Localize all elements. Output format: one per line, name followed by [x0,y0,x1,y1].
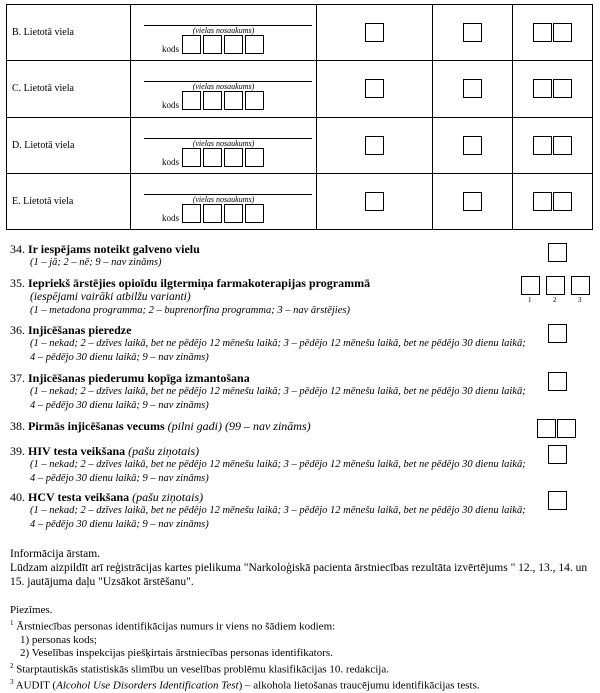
answer-box[interactable] [548,445,567,464]
answer-cell [317,5,433,61]
answer-37[interactable] [548,372,567,391]
answer-box[interactable] [463,136,482,155]
substance-name-cell [131,61,317,117]
answer-cell [433,5,513,61]
substance-name-cell [131,173,317,229]
answer-box[interactable] [553,23,572,42]
question-38-suffix: (pilni gadi) (99 – nav zināms) [167,419,311,433]
question-39-note: (1 – nekad; 2 – dzīves laikā, bet ne pēdējo 12 mēnešu laikā; 3 – pēdējo 12 mēnešu laikā, bet ne pēdējo 30 dienu laikā; 4 – pēdējo 30 dienu laikā; 9 – nav zināms) [30,459,526,484]
kods-box[interactable] [182,35,201,54]
question-39-title: HIV testa veikšana [28,444,126,458]
notes [10,604,590,693]
kods-box[interactable] [245,35,264,54]
substance-label: B. Lietotā viela [7,5,131,61]
kods-box[interactable] [182,148,201,167]
question-35-title: Iepriekš ārstējies opioīdu ilgtermiņa farmakoterapijas programmā [28,276,371,290]
substance-name-hint: (vielas nosaukums) [192,138,255,148]
question-36: 36. Injicēšanas pieredze (1 – nekad; 2 – dzīves laikā, bet ne pēdējo 12 mēnešu laikā; 3 – pēdējo 12 mēnešu laikā, bet ne pēdējo 30 dienu laikā; 4 – pēdējo 30 dienu laikā; 9 – nav zināms) [10,323,530,365]
answer-cell [513,61,593,117]
answer-box[interactable] [365,136,384,155]
answer-38 [537,419,576,438]
doctor-info-text: Lūdzam aizpildīt arī reģistrācijas kartes pielikuma "Narkoloģiskā pacienta ārstniecības rezultāta izvērtējums " 12., 13., 14. un 15. jautājuma daļu "Uzsākot ārstēšanu". [10,562,588,588]
substance-label: E. Lietotā viela [7,173,131,229]
answer-box-2[interactable] [557,419,576,438]
answer-box[interactable] [533,23,552,42]
doctor-info-heading: Informācija ārstam. [10,548,101,560]
substance-row [7,117,593,173]
substance-name-cell [131,117,317,173]
answer-box[interactable] [533,136,552,155]
kods-box[interactable] [245,148,264,167]
kods-group [162,35,266,54]
note-item-2: $^2$ Starptautiskās statistiskās slimību un veselības problēmu klasifikācijas 10. redakcija. [10,661,389,676]
answer-box[interactable] [365,79,384,98]
answer-box[interactable] [533,79,552,98]
substance-name-hint: (vielas nosaukums) [192,194,255,204]
kods-box[interactable] [203,35,222,54]
answer-box[interactable] [548,372,567,391]
question-34-note: (1 – jā; 2 – nē; 9 – nav zināms) [30,257,162,268]
answer-39[interactable] [548,445,567,464]
kods-box[interactable] [203,204,222,223]
question-35-subtitle: (iespējami vairāki atbilžu varianti) [30,291,191,303]
answer-box[interactable] [365,23,384,42]
answer-36[interactable] [548,324,567,343]
kods-box[interactable] [245,91,264,110]
substance-row [7,5,593,61]
question-39: 39. HIV testa veikšana (pašu ziņotais) (1 – nekad; 2 – dzīves laikā, bet ne pēdējo 12 mēnešu laikā; 3 – pēdējo 12 mēnešu laikā, bet ne pēdējo 30 dienu laikā; 4 – pēdējo 30 dienu laikā; 9 – nav zināms) [10,444,530,486]
note-item-1: $^1$ Ārstniecības personas identifikācijas numurs ir viens no šādiem kodiem: [10,619,336,633]
kods-box[interactable] [224,35,243,54]
answer-34[interactable] [548,243,567,262]
kods-label: kods [162,100,180,111]
kods-box[interactable] [224,204,243,223]
answer-box[interactable] [553,192,572,211]
question-37-note: (1 – nekad; 2 – dzīves laikā, bet ne pēdējo 12 mēnešu laikā; 3 – pēdējo 12 mēnešu laikā, bet ne pēdējo 30 dienu laikā; 4 – pēdējo 30 dienu laikā; 9 – nav zināms) [30,386,526,411]
answer-box[interactable] [548,324,567,343]
option-number-3: 3 [578,296,582,304]
kods-box[interactable] [245,204,264,223]
answer-box-1[interactable] [537,419,556,438]
option-number-1: 1 [528,296,532,304]
substance-table [6,4,593,230]
substance-name-hint: (vielas nosaukums) [192,26,255,35]
answer-35 [521,276,590,295]
substance-label: D. Lietotā viela [7,117,131,173]
answer-box[interactable] [463,23,482,42]
substance-row [7,61,593,117]
kods-label: kods [162,212,180,223]
question-39-suffix: (pašu ziņotais) [128,444,200,458]
note-item-3: $^3$ AUDIT (Alcohol Use Disorders Identification Test) – alkohola lietošanas traucējumu identifikācijas tests. [10,678,480,692]
question-36-title: Injicēšanas pieredze [28,323,132,337]
substance-name-hint: (vielas nosaukums) [192,82,255,92]
note-item-1b: 2) Veselības inspekcijas piešķirtais ārstniecības personas identifikators. [20,646,333,659]
answer-box[interactable] [463,192,482,211]
answer-cell [433,61,513,117]
doctor-info [10,547,590,589]
question-38: 38. Pirmās injicēšanas vecums (pilni gadi) (99 – nav zināms) [10,419,311,433]
substance-label: C. Lietotā viela [7,61,131,117]
answer-cell [317,117,433,173]
answer-box-2[interactable] [546,276,565,295]
answer-box-3[interactable] [571,276,590,295]
answer-cell [433,117,513,173]
kods-box[interactable] [203,148,222,167]
note-item-1a: 1) personas kods; [20,633,97,646]
question-34-title: Ir iespējams noteikt galveno vielu [28,242,200,256]
question-38-title: Pirmās injicēšanas vecums [28,419,165,433]
answer-cell [513,117,593,173]
option-number-2: 2 [553,296,557,304]
answer-box[interactable] [533,192,552,211]
kods-label: kods [162,156,180,167]
kods-box[interactable] [182,91,201,110]
answer-cell [317,61,433,117]
question-35: 35. Iepriekš ārstējies opioīdu ilgtermiņa farmakoterapijas programmā (iespējami vairāki atbilžu varianti) (1 – metadona programma; 2 – buprenorfīna programma; 3 – nav ārstējies) [10,276,530,318]
kods-box[interactable] [224,91,243,110]
answer-box[interactable] [365,192,384,211]
kods-group [162,148,266,167]
answer-box[interactable] [553,79,572,98]
question-40-note: (1 – nekad; 2 – dzīves laikā, bet ne pēdējo 12 mēnešu laikā; 3 – pēdējo 12 mēnešu laikā, bet ne pēdējo 30 dienu laikā; 4 – pēdējo 30 dienu laikā; 9 – nav zināms) [30,505,526,530]
answer-40[interactable] [548,491,567,510]
kods-group [162,91,266,110]
question-35-note: (1 – metadona programma; 2 – buprenorfīna programma; 3 – nav ārstējies) [30,305,350,316]
question-40-suffix: (pašu ziņotais) [132,490,204,504]
kods-box[interactable] [224,148,243,167]
answer-box[interactable] [548,491,567,510]
answer-box[interactable] [548,243,567,262]
question-37: 37. Injicēšanas piederumu kopīga izmantošana (1 – nekad; 2 – dzīves laikā, bet ne pēdējo 12 mēnešu laikā; 3 – pēdējo 12 mēnešu laikā, bet ne pēdējo 30 dienu laikā; 4 – pēdējo 30 dienu laikā; 9 – nav zināms) [10,371,530,413]
kods-group [162,204,266,223]
answer-cell [513,173,593,229]
notes-heading: Piezīmes. [10,604,53,616]
answer-box[interactable] [553,136,572,155]
question-40: 40. HCV testa veikšana (pašu ziņotais) (1 – nekad; 2 – dzīves laikā, bet ne pēdējo 12 mēnešu laikā; 3 – pēdējo 12 mēnešu laikā, bet ne pēdējo 30 dienu laikā; 4 – pēdējo 30 dienu laikā; 9 – nav zināms) [10,490,530,532]
question-40-title: HCV testa veikšana [28,490,130,504]
substance-name-cell [131,5,317,61]
substance-row [7,173,593,229]
kods-box[interactable] [182,204,201,223]
kods-box[interactable] [203,91,222,110]
question-36-note: (1 – nekad; 2 – dzīves laikā, bet ne pēdējo 12 mēnešu laikā; 3 – pēdējo 12 mēnešu laikā, bet ne pēdējo 30 dienu laikā; 4 – pēdējo 30 dienu laikā; 9 – nav zināms) [30,338,526,363]
answer-cell [513,5,593,61]
question-34: 34. Ir iespējams noteikt galveno vielu (1 – jā; 2 – nē; 9 – nav zināms) [10,242,530,270]
answer-cell [433,173,513,229]
question-37-title: Injicēšanas piederumu kopīga izmantošana [28,371,250,385]
answer-box[interactable] [463,79,482,98]
answer-cell [317,173,433,229]
answer-box-1[interactable] [521,276,540,295]
kods-label: kods [162,44,180,54]
